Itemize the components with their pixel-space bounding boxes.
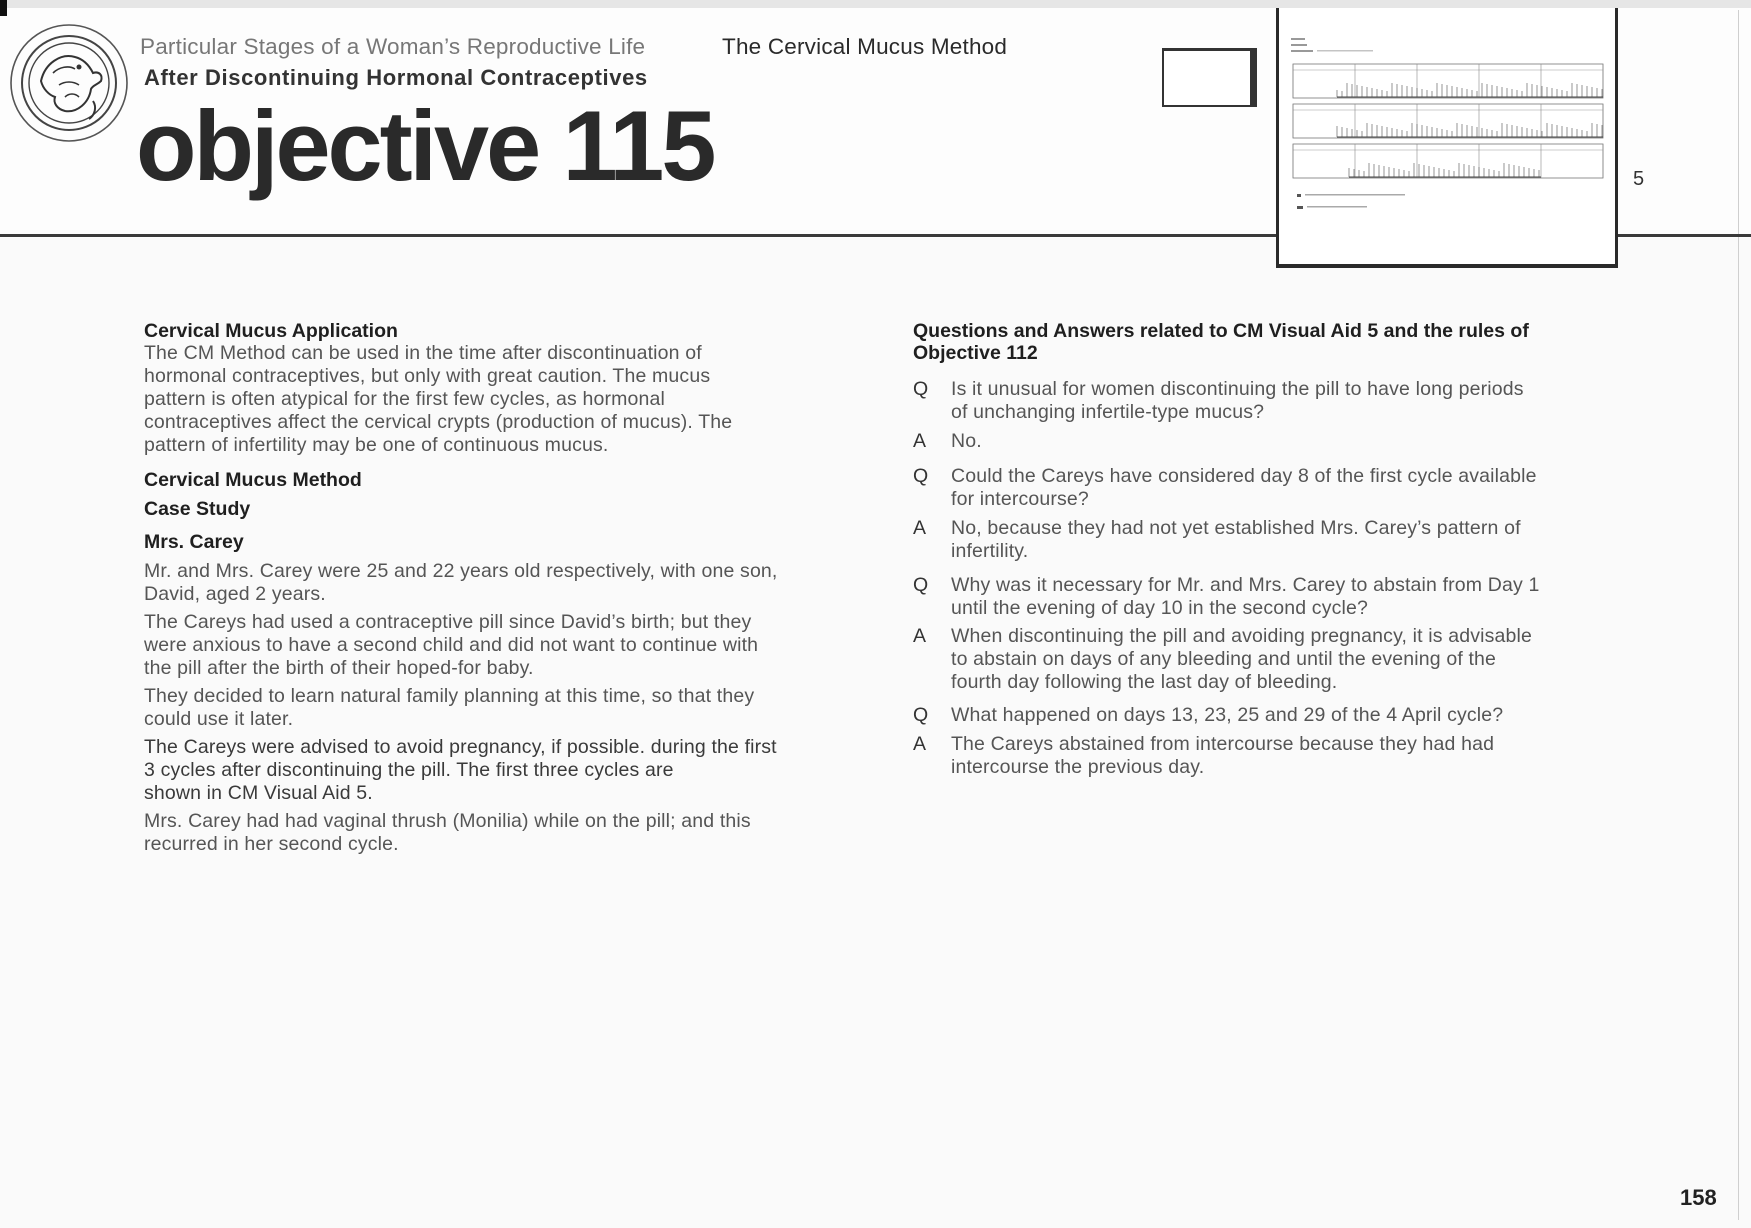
qa-mark: A — [913, 625, 927, 647]
qa-mark: Q — [913, 378, 929, 400]
case-paragraph-2 — [144, 611, 864, 680]
visual-aid-number: 5 — [1633, 168, 1645, 190]
qa-mark: Q — [913, 574, 929, 596]
text-line: of unchanging infertile-type mucus? — [951, 401, 1265, 423]
heading-method: Cervical Mucus Method — [144, 469, 362, 491]
right-column-heading — [913, 320, 1613, 364]
text-line: until the evening of day 10 in the second cycle? — [951, 597, 1368, 619]
heading-mrs-carey: Mrs. Carey — [144, 531, 244, 553]
text-line: Could the Careys have considered day 8 of the first cycle available — [951, 465, 1537, 487]
text-line: hormonal contraceptives, but only with great caution. The mucus — [144, 365, 711, 387]
visual-aid-marker-icon — [1162, 48, 1257, 107]
case-paragraph-4 — [144, 736, 864, 805]
qa-mark: Q — [913, 704, 929, 726]
text-line: The Careys abstained from intercourse because they had had — [951, 733, 1495, 755]
header-rule-right — [1612, 234, 1751, 237]
text-line: pattern is often atypical for the first few cycles, as hormonal — [144, 388, 666, 410]
case-paragraph-5 — [144, 810, 864, 856]
left-column — [144, 320, 864, 856]
text-line: 3 cycles after discontinuing the pill. The first three cycles are — [144, 759, 674, 781]
visual-aid-thumbnail — [1276, 8, 1618, 268]
text-line: pattern of infertility may be one of continuous mucus. — [144, 434, 609, 456]
header-rule — [0, 234, 1278, 237]
text-line: Is it unusual for women discontinuing the pill to have long periods — [951, 378, 1524, 400]
heading-application: Cervical Mucus Application — [144, 320, 398, 342]
text-line: to abstain on days of any bleeding and until the evening of the — [951, 648, 1497, 670]
text-line: the pill after the birth of their hoped-for baby. — [144, 657, 534, 679]
case-paragraph-1 — [144, 560, 864, 606]
text-line: recurred in her second cycle. — [144, 833, 399, 855]
text-line: What happened on days 13, 23, 25 and 29 of the 4 April cycle? — [951, 704, 1504, 726]
qa-heading-line: Objective 112 — [913, 342, 1038, 364]
text-line: fourth day following the last day of bleeding. — [951, 671, 1338, 693]
page-subtitle: After Discontinuing Hormonal Contraceptives — [144, 65, 648, 90]
chart-row — [1293, 64, 1603, 98]
application-paragraph — [144, 342, 864, 457]
text-line: No. — [951, 430, 982, 452]
text-line: were anxious to have a second child and did not want to continue with — [144, 634, 759, 656]
text-line: intercourse the previous day. — [951, 756, 1205, 778]
text-line: for intercourse? — [951, 488, 1089, 510]
section-kicker: Particular Stages of a Woman’s Reproductive Life — [140, 34, 646, 59]
text-line: infertility. — [951, 540, 1029, 562]
text-line: Mr. and Mrs. Carey were 25 and 22 years old respectively, with one son, — [144, 560, 778, 582]
text-line: No, because they had not yet established Mrs. Carey’s pattern of — [951, 517, 1521, 539]
text-line: They decided to learn natural family planning at this time, so that they — [144, 685, 755, 707]
corner-mark — [0, 0, 7, 16]
text-line: David, aged 2 years. — [144, 583, 326, 605]
method-label: The Cervical Mucus Method — [722, 34, 1008, 59]
chart-row — [1293, 104, 1603, 138]
qa-mark: A — [913, 733, 927, 755]
dove-emblem-icon — [9, 23, 129, 143]
text-line: The CM Method can be used in the time after discontinuation of — [144, 342, 702, 364]
page-number: 158 — [1680, 1185, 1717, 1210]
cycle-chart-thumbnail — [1279, 8, 1615, 264]
page-title: objective 115 — [136, 90, 714, 201]
qa-mark: A — [913, 430, 927, 452]
case-paragraph-3 — [144, 685, 864, 731]
text-line: The Careys were advised to avoid pregnancy, if possible. during the first — [144, 736, 777, 758]
page-edge-line — [1738, 10, 1739, 1220]
text-line: The Careys had used a contraceptive pill since David’s birth; but they — [144, 611, 752, 633]
text-line: contraceptives affect the cervical crypts (production of mucus). The — [144, 411, 733, 433]
heading-case-study: Case Study — [144, 498, 251, 520]
qa-mark: A — [913, 517, 927, 539]
qa-mark: Q — [913, 465, 929, 487]
text-line: shown in CM Visual Aid 5. — [144, 782, 373, 804]
chart-row — [1293, 144, 1603, 178]
text-line: could use it later. — [144, 708, 294, 730]
text-line: When discontinuing the pill and avoiding pregnancy, it is advisable — [951, 625, 1532, 647]
text-line: Why was it necessary for Mr. and Mrs. Carey to abstain from Day 1 — [951, 574, 1540, 596]
qa-heading-line: Questions and Answers related to CM Visual Aid 5 and the rules of — [913, 320, 1529, 342]
text-line: Mrs. Carey had had vaginal thrush (Monilia) while on the pill; and this — [144, 810, 751, 832]
